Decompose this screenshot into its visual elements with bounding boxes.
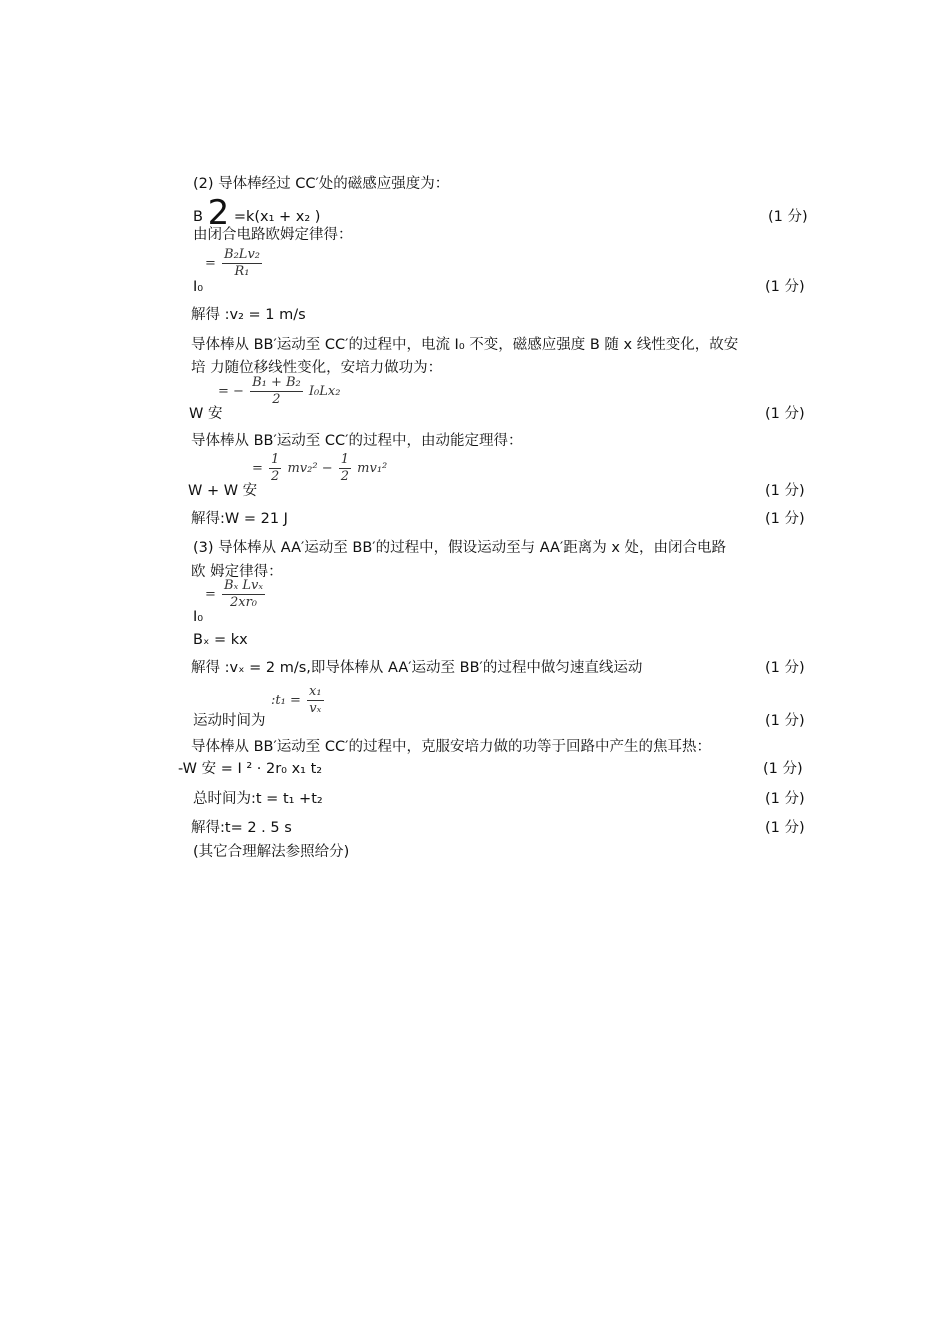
score-label: (1 分) [765, 483, 805, 499]
text-fragment: B [193, 209, 203, 225]
text-line: 导体棒从 BB′运动至 CC′的过程中，电流 I₀ 不变，磁感应强度 B 随 x 线性变化，故安 [191, 337, 739, 353]
formula-lhs: = [252, 461, 263, 476]
fraction-denominator: 2 [272, 392, 281, 407]
text-fragment: =k(x₁ + x₂ ) [233, 209, 321, 225]
fraction [269, 452, 281, 485]
text-line: Bₓ = kx [193, 632, 248, 648]
formula-lhs: = [205, 256, 216, 271]
text-line: (2) 导体棒经过 CC′处的磁感应强度为： [193, 176, 450, 192]
score-label: (1 分) [765, 820, 805, 836]
text-line: 解得:W = 21 J [191, 511, 288, 527]
formula-ohm [205, 247, 264, 280]
text-line: 导体棒从 BB′运动至 CC′的过程中，由动能定理得： [191, 433, 523, 449]
formula-lhs: :t₁ = [271, 693, 301, 708]
score-label: (1 分) [768, 209, 808, 225]
formula-energy [252, 452, 387, 485]
text-line: 由闭合电路欧姆定律得： [193, 227, 353, 243]
fraction-denominator: 2 [340, 469, 350, 484]
fraction-denominator: R₁ [234, 264, 250, 279]
text-line: (其它合理解法参照给分) [193, 844, 350, 860]
score-label: (1 分) [765, 511, 805, 527]
fraction-denominator: 2xr₀ [229, 595, 258, 610]
formula-b2-line [193, 193, 321, 233]
formula-work [218, 375, 340, 408]
text-line: 导体棒从 BB′运动至 CC′的过程中，克服安培力做的功等于回路中产生的焦耳热： [191, 739, 711, 755]
text-line: 解得 :v₂ = 1 m/s [191, 307, 306, 323]
formula-rhs: I₀Lx₂ [308, 384, 341, 399]
fraction-denominator: vₓ [309, 701, 322, 716]
fraction-numerator: 1 [340, 452, 350, 467]
fraction-denominator: 2 [271, 469, 280, 484]
text-line: -W 安 = I ² · 2r₀ x₁ t₂ [178, 761, 323, 777]
fraction [250, 375, 303, 408]
fraction [222, 578, 265, 611]
fraction-numerator: B₂Lv₂ [224, 247, 260, 262]
score-label: (1 分) [765, 791, 805, 807]
text-line: I₀ [193, 609, 204, 625]
text-line: (3) 导体棒从 AA′运动至 BB′的过程中，假设运动至与 AA′距离为 x 处，由闭合电路 [193, 540, 727, 556]
fraction-numerator: 1 [271, 452, 280, 467]
score-label: (1 分) [765, 660, 805, 676]
fraction-numerator: x₁ [308, 684, 322, 699]
score-label: (1 分) [763, 761, 803, 777]
score-label: (1 分) [765, 279, 805, 295]
formula-term: mv₁² [357, 461, 388, 476]
fraction-numerator: Bₓ Lvₓ [224, 578, 263, 593]
score-label: (1 分) [765, 713, 805, 729]
formula-term: mv₂² − [287, 461, 333, 476]
text-line: W 安 [189, 406, 223, 422]
text-line: 欧 姆定律得： [191, 564, 283, 580]
score-label: (1 分) [765, 406, 805, 422]
text-line: 解得:t= 2 . 5 s [191, 820, 292, 836]
formula-lhs: = − [218, 384, 244, 399]
fraction [222, 247, 262, 280]
formula-lhs: = [205, 587, 216, 602]
fraction [307, 684, 324, 717]
text-line: 运动时间为 [193, 713, 266, 729]
formula-ohm-x [205, 578, 267, 611]
text-fragment-large: 2 [207, 193, 230, 233]
formula-time [271, 684, 326, 717]
text-line: I₀ [193, 279, 204, 295]
fraction-numerator: B₁ + B₂ [252, 375, 301, 390]
fraction [339, 452, 351, 485]
text-line: 培 力随位移线性变化，安培力做功为： [191, 360, 443, 376]
text-line: W + W 安 [188, 483, 258, 499]
text-line: 总时间为:t = t₁ +t₂ [193, 791, 323, 807]
text-line: 解得 :vₓ = 2 m/s,即导体棒从 AA′运动至 BB′的过程中做匀速直线运动 [191, 660, 643, 676]
